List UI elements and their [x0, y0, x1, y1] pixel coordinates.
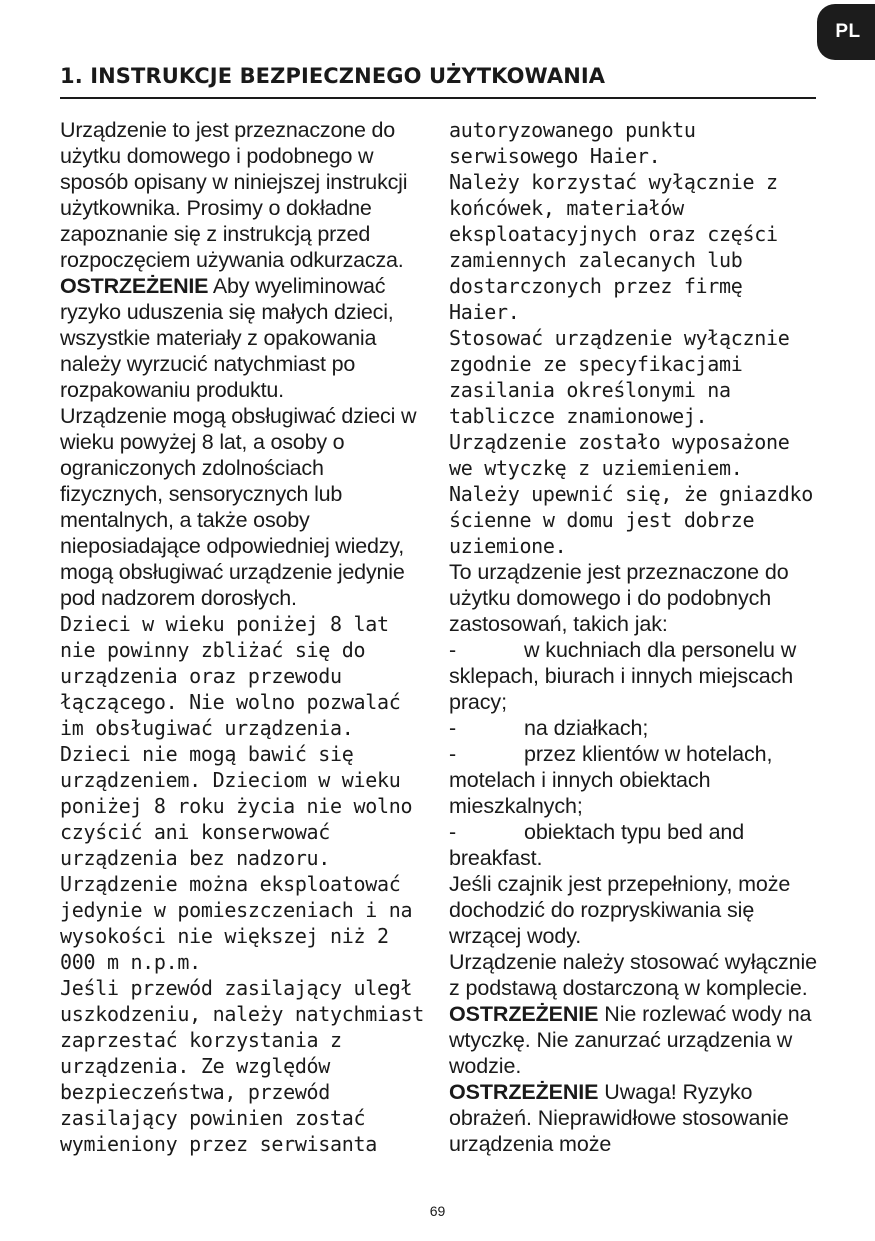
- warning-paragraph-water: OSTRZEŻENIE Nie rozlewać wody na wtyczkę. Nie zanurzać urządzenia w wodzie.: [449, 1002, 812, 1078]
- base-paragraph: Urządzenie należy stosować wyłącznie z podstawą dostarczoną w komplecie.: [449, 950, 818, 1000]
- children-paragraph: Dzieci w wieku poniżej 8 lat nie powinny zbliżać się do urządzenia oraz przewodu łączącego. Nie wolno pozwalać im obsługiwać urządzenia. Dzieci nie mogą bawić się urządzeniem. Dzieciom w wieku poniżej 8 roku życia nie wolno czyścić ani konserwować urządzenia bez nadzoru.: [60, 612, 413, 870]
- warning-label: OSTRZEŻENIE: [449, 1002, 599, 1026]
- list-item: - przez klientów w hotelach, motelach i innych obiektach mieszkalnych;: [449, 742, 773, 818]
- warning-paragraph-packaging: [60, 273, 432, 403]
- intro-paragraph: Urządzenie to jest przeznaczone do użytku domowego i podobnego w sposób opisany w niniejszej instrukcji użytkownika. Prosimy o dokładne zapoznanie się z instrukcją przed rozpoczęciem używania odkurzacza.: [60, 118, 408, 272]
- kettle-overfill-paragraph: Jeśli czajnik jest przepełniony, może dochodzić do rozpryskiwania się wrzącej wody.: [449, 872, 791, 948]
- list-dash: -: [449, 820, 457, 844]
- list-dash: -: [449, 716, 457, 740]
- list-item: - w kuchniach dla personelu w sklepach, biurach i innych miejscach pracy;: [449, 638, 797, 714]
- power-cord-paragraph: Jeśli przewód zasilający uległ uszkodzeniu, należy natychmiast zaprzestać korzystania z urządzenia. Ze względów bezpieczeństwa, przewód zasilający powinien zostać wymieniony przez serwisanta: [60, 976, 424, 1156]
- supervision-paragraph: Urządzenie mogą obsługiwać dzieci w wieku powyżej 8 lat, a osoby o ograniczonych zdolnościach fizycznych, sensorycznych lub mentalnych, a także osoby nieposiadające odpowiedniej wiedzy, mogą obsługiwać urządzenie jedynie pod nadzorem dorosłych.: [60, 404, 417, 610]
- right-column: [449, 117, 821, 1157]
- power-spec-paragraph: Stosować urządzenie wyłącznie zgodnie ze specyfikacjami zasilania określonymi na tabliczce znamionowej.: [449, 326, 790, 428]
- warning-label: OSTRZEŻENIE: [60, 274, 209, 298]
- language-badge: PL: [817, 4, 875, 60]
- page-number: 69: [429, 1203, 446, 1219]
- list-dash: -: [449, 742, 457, 766]
- service-continuation: autoryzowanego punktu serwisowego Haier.: [449, 118, 696, 168]
- warning-text: Aby wyeliminować ryzyko uduszenia się małych dzieci, wszystkie materiały z opakowania należy wyrzucić natychmiast po rozpakowaniu produktu.: [60, 274, 394, 402]
- socket-paragraph: Należy upewnić się, że gniazdko ścienne w domu jest dobrze uziemione.: [449, 482, 813, 558]
- accessories-paragraph: Należy korzystać wyłącznie z końcówek, materiałów eksploatacyjnych oraz części zamiennych zalecanych lub dostarczonych przez firmę Haier.: [449, 170, 778, 324]
- warning-paragraph-injury: OSTRZEŻENIE Uwaga! Ryzyko obrażeń. Nieprawidłowe stosowanie urządzenia może: [449, 1080, 789, 1156]
- earthed-plug-paragraph: Urządzenie zostało wyposażone we wtyczkę z uziemieniem.: [449, 430, 790, 480]
- altitude-paragraph: Urządzenie można eksploatować jedynie w pomieszczeniach i na wysokości nie większej niż 2 000 m n.p.m.: [60, 872, 413, 974]
- list-item: - na działkach;: [449, 716, 649, 740]
- left-column: [60, 117, 432, 1157]
- section-title: 1. INSTRUKCJE BEZPIECZNEGO UŻYTKOWANIA: [60, 60, 816, 99]
- warning-label: OSTRZEŻENIE: [449, 1080, 599, 1104]
- list-dash: -: [449, 638, 457, 662]
- list-item: - obiektach typu bed and breakfast.: [449, 820, 745, 870]
- usage-scope-paragraph: To urządzenie jest przeznaczone do użytku domowego i do podobnych zastosowań, takich jak:: [449, 560, 789, 636]
